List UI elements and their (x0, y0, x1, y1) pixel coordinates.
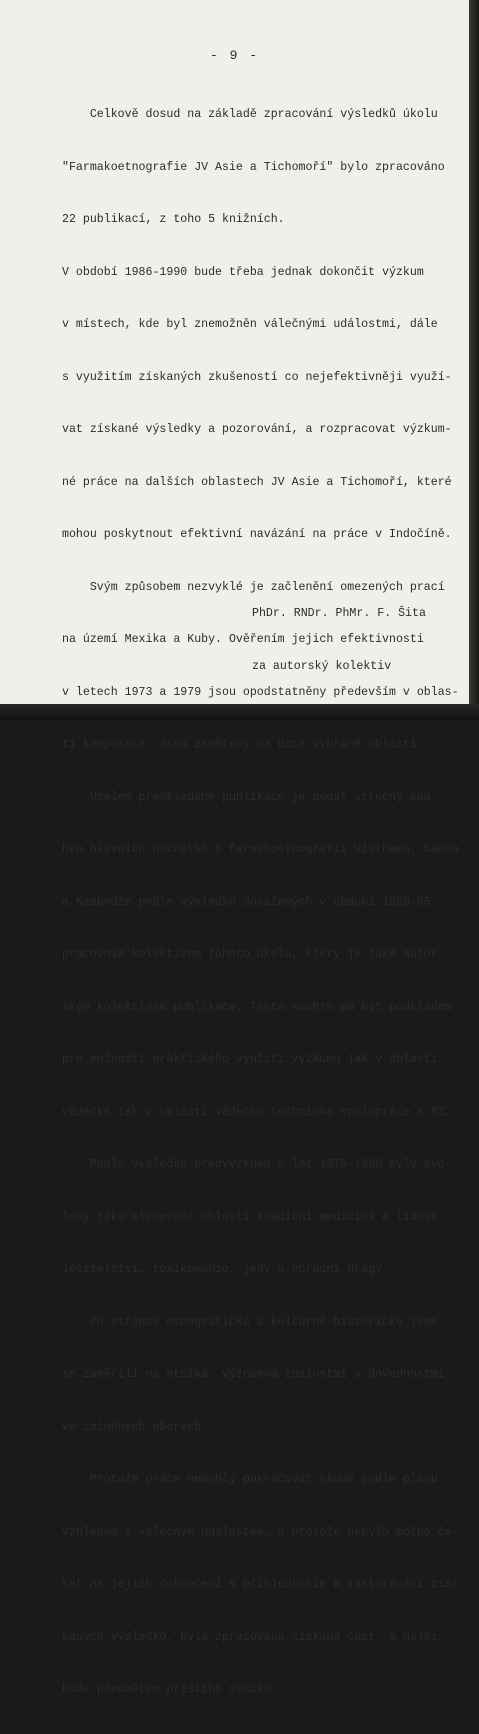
text-line: léčitelství, toxikomanie, jedy a obřadní drogy. (62, 1263, 389, 1276)
text-line: leny jako sledované oblasti tradiční medicína a lidové (62, 1210, 438, 1224)
signature-role: za autorský kolektiv (252, 659, 392, 673)
text-line: ským kolektivem publikace. Tento souhrn má být podkladem (62, 1000, 452, 1014)
text-line: né práce na dalších oblastech JV Asie a Tichomoří, které (62, 475, 452, 489)
text-line: v letech 1973 a 1979 jsou opodstatněny především v oblas- (62, 685, 459, 699)
text-line: Podle výsledků předvýzkumu z let 1978-1980 byly zvo- (62, 1158, 452, 1171)
text-line: vědecké tak v oblasti vědecko-technické spolupráce s RZ. (62, 1105, 452, 1119)
text-line: na území Mexika a Kuby. Ověřením jejich efektivnosti (62, 633, 424, 646)
text-line: ve zmíněných oborech. (62, 1420, 209, 1434)
text-line: bude předmětem příštího svazku. (62, 1683, 278, 1696)
text-line: V období 1986-1990 bude třeba jednak dokončit výzkum (62, 265, 424, 279)
signature-block (252, 570, 426, 710)
text-line: "Farmakoetnografie JV Asie a Tichomoří" bylo zpracováno (62, 160, 445, 174)
page-edge-shadow (469, 0, 479, 720)
text-line: Protože práce nemohly pokračovat všude podle plánu (62, 1473, 438, 1486)
text-line: Po stránce etnografické a kulturně-historické jsme (62, 1315, 438, 1329)
text-line: vzhledem k válečným událostem, a protože nebylo možno če- (62, 1525, 459, 1539)
page-edge-shadow (0, 704, 479, 720)
text-line: pro možnosti praktického využití výzkumu jak v oblasti (62, 1053, 438, 1066)
body-text (62, 71, 462, 1734)
text-line: a Kambodže podle výsledků dosažených v období 1980-85 (62, 895, 431, 909)
signature-name: PhDr. RNDr. PhMr. F. Šita (252, 607, 426, 620)
text-line: ti komparace. Jsou zaměřeny na úzce vybrané oblasti. (62, 738, 424, 751)
text-line: Celkově dosud na základě zpracování výsledků úkolu (62, 108, 438, 121)
text-line: kat na jejich dokončení s přihlédnutím k zastarávání zís- (62, 1578, 459, 1591)
text-line: mohou poskytnout efektivní navázání na práce v Indočíně. (62, 528, 452, 541)
text-line: v místech, kde byl znemožněn válečnými událostmi, dále (62, 318, 438, 331)
text-line: vat získané výsledky a pozorování, a rozpracovat výzkum- (62, 423, 452, 436)
text-line: hrn hlavních poznatků o farmakoetnografii Vietnamu, Laosu (62, 843, 459, 856)
text-line: 22 publikací, z toho 5 knižních. (62, 213, 285, 226)
text-line: pracovním kolektivem tohoto úkolu, který je také autor- (62, 948, 445, 961)
text-line: s využitím získaných zkušeností co nejefektivněji využí- (62, 370, 452, 384)
page-number: - 9 - (209, 48, 259, 63)
text-line: Svým způsobem nezvyklé je začlenění omezených prací (62, 580, 445, 594)
text-line: Účelem předkládané publikace je podat stručný sou- (62, 790, 438, 804)
text-line: se zaměřili na etnika, významná znalostmi a dovednostmi (62, 1368, 445, 1381)
text-line: kaných výsledků, byla zpracována získaná část, a další (62, 1630, 438, 1644)
